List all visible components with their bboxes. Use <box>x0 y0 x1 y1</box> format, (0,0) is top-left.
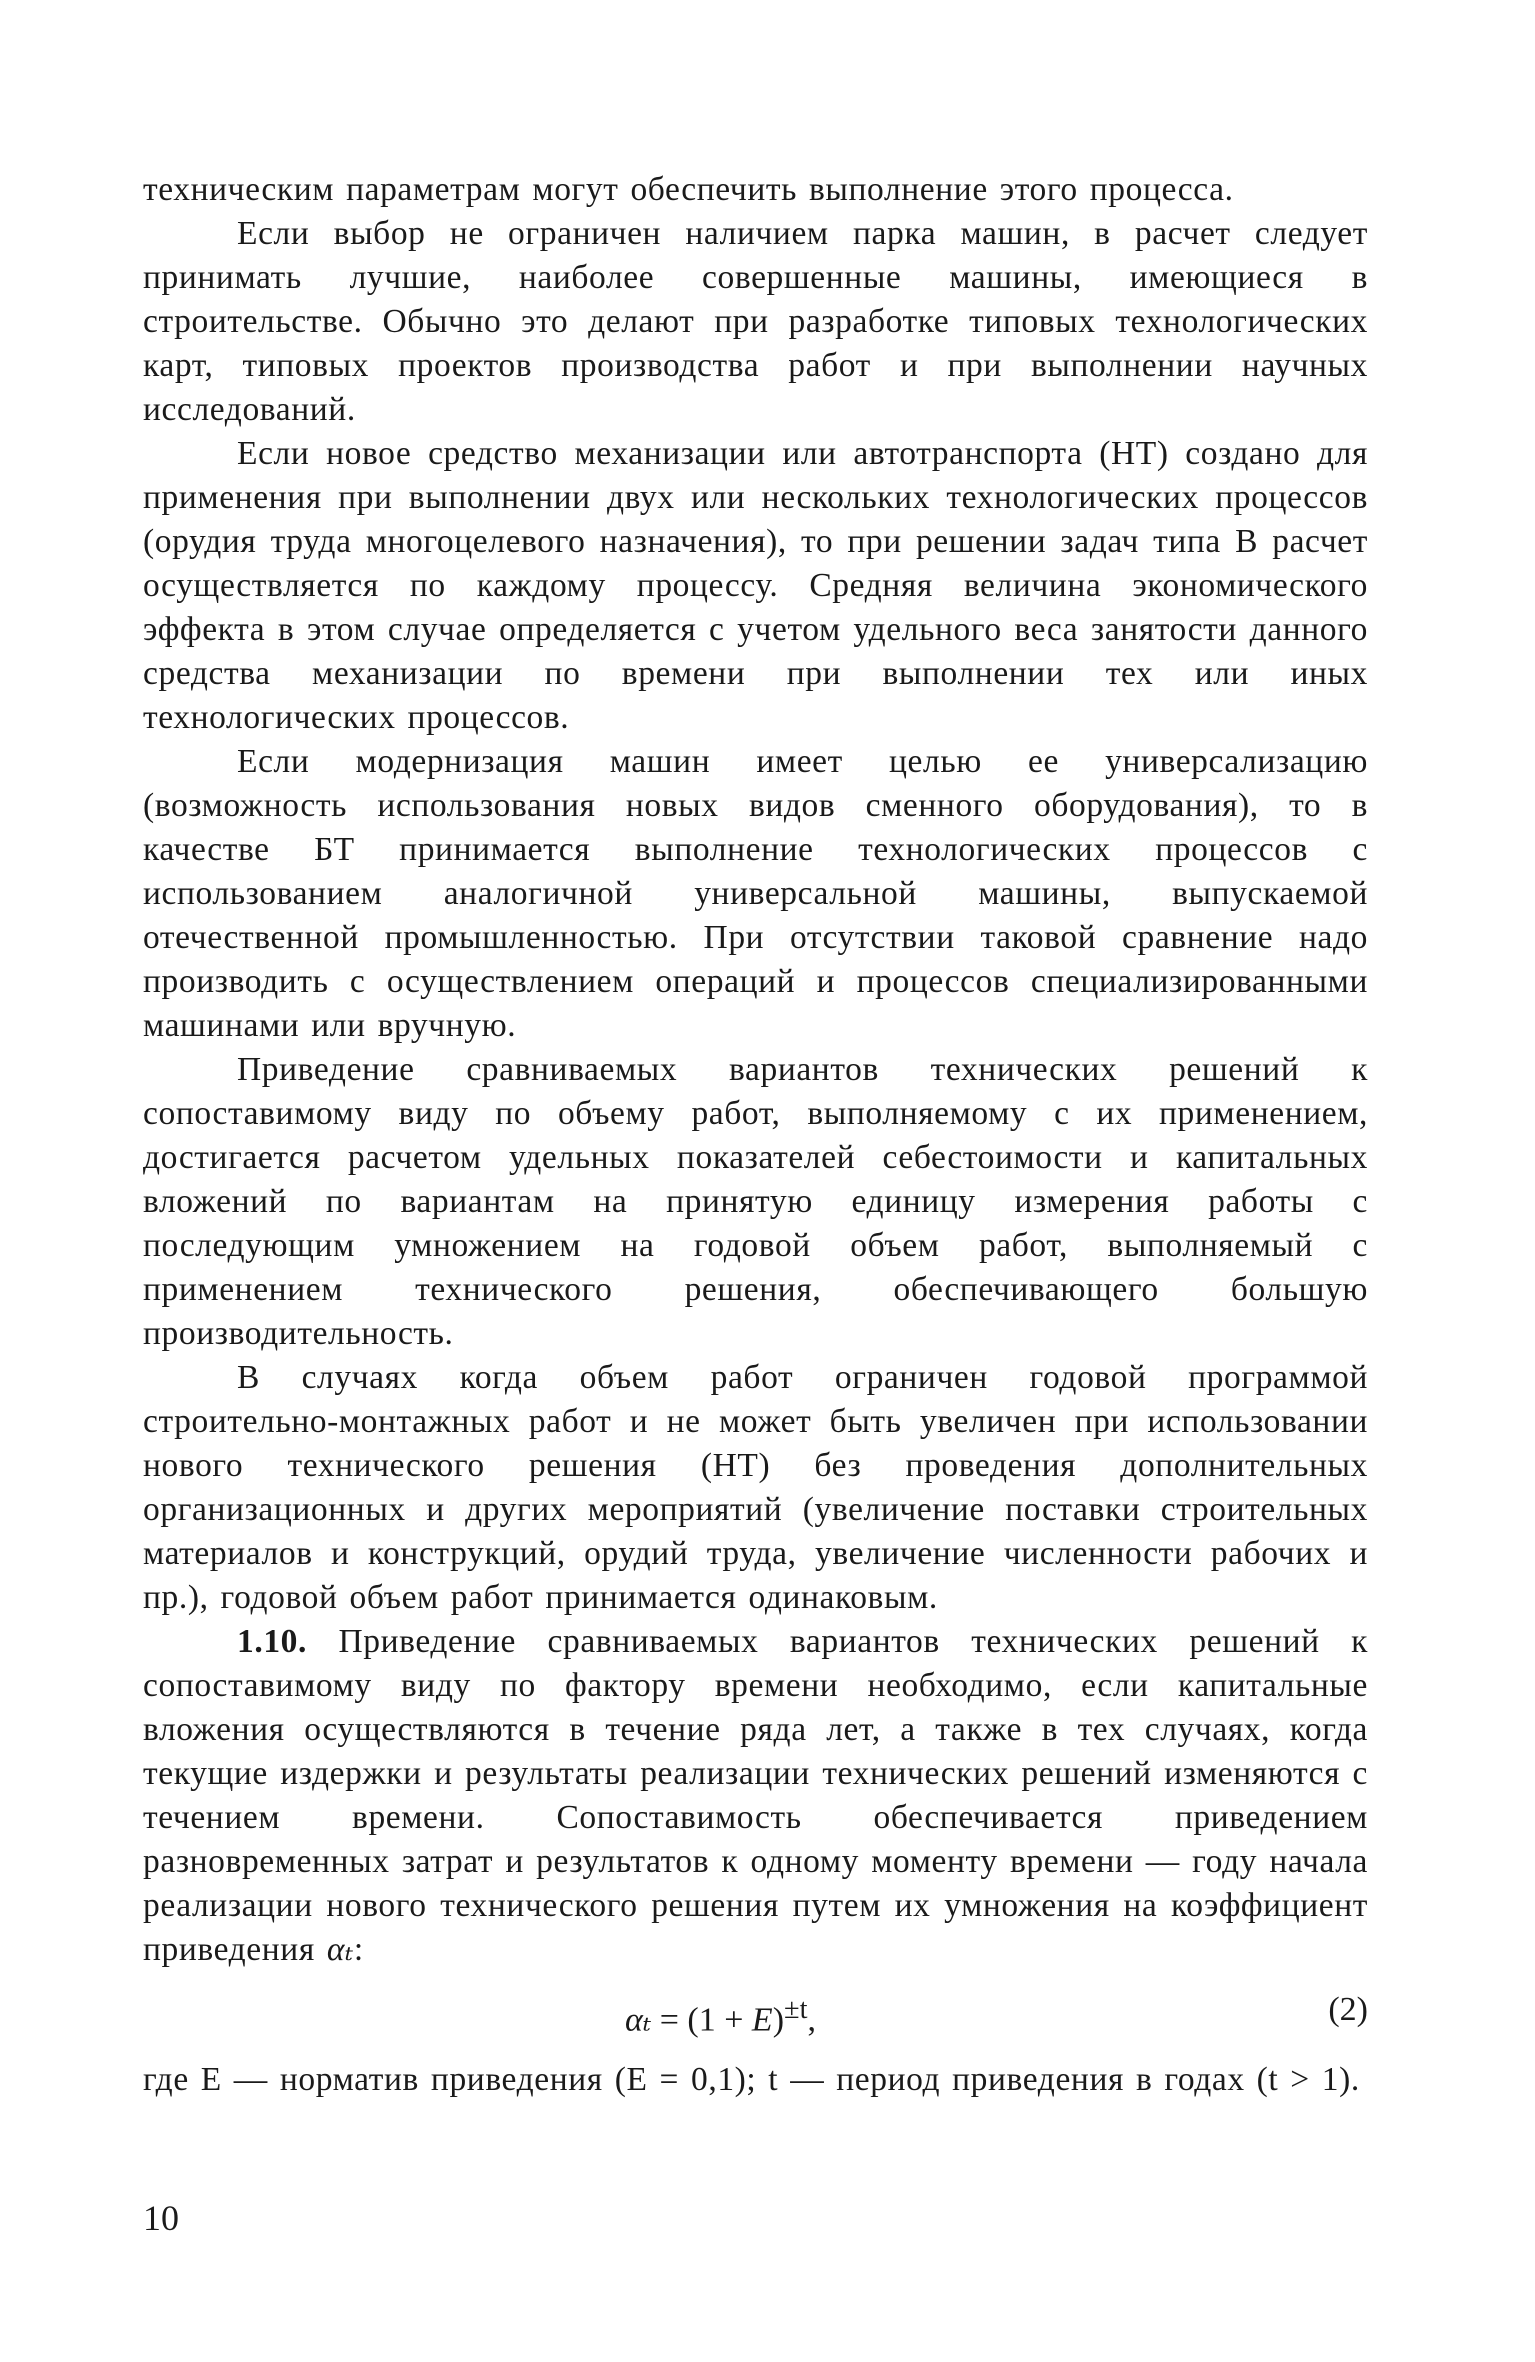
page-number: 10 <box>143 2198 179 2238</box>
paragraph-section-1-10 <box>143 1620 1368 1972</box>
section-colon: : <box>353 1931 364 1968</box>
formula-lhs: αₜ <box>625 2001 652 2039</box>
paragraph-3: Если новое средство механизации или автотранспорта (НТ) создано для применения при выполнении двух или нескольких технологических процессов (орудия труда многоцелевого назначения), то при решении задач типа В расчет осуществляется по каждому процессу. Средняя величина экономического эффекта в этом случае определяется с учетом удельного веса занятости данного средства механизации по времени при выполнении тех или иных технологических процессов. <box>143 435 1368 736</box>
definitions-paragraph: где E — норматив приведения (E = 0,1); t — период приведения в годах (t > 1). <box>143 2061 1360 2098</box>
section-text: Приведение сравниваемых вариантов технических решений к сопоставимому виду по фактору времени необходимо, если капитальные вложения осуществляются в течение ряда лет, а также в тех случаях, когда текущие издержки и результаты реализации технических решений изменяются с течением времени. Сопоставимость обеспечивается приведением разновременных затрат и результатов к одному моменту времени — году начала реализации нового технического решения путем их умножения на коэффициент приведения <box>143 1623 1368 1968</box>
paragraph-5: Приведение сравниваемых вариантов технических решений к сопоставимому виду по объему работ, выполняемому с их применением, достигается расчетом удельных показателей себестоимости и капитальных вложений по вариантам на принятую единицу измерения работы с последующим умножением на годовой объем работ, выполняемый с применением технического решения, обеспечивающего большую производительность. <box>143 1051 1368 1352</box>
formula <box>625 1988 816 2042</box>
formula-tail: , <box>807 2001 816 2039</box>
paragraph-2: Если выбор не ограничен наличием парка машин, в расчет следует принимать лучшие, наиболее совершенные машины, имеющиеся в строительстве. Обычно это делают при разработке типовых технологических карт, типовых проектов производства работ и при выполнении научных исследований. <box>143 215 1368 428</box>
formula-row <box>143 1988 1368 2048</box>
section-number: 1.10. <box>237 1623 307 1660</box>
paragraph-4: Если модернизация машин имеет целью ее универсализацию (возможность использования новых видов сменного оборудования), то в качестве БТ принимается выполнение технологических процессов с использованием аналогичной универсальной машины, выпускаемой отечественной промышленностью. При отсутствии таковой сравнение надо производить с осуществлением операций и процессов специализированными машинами или вручную. <box>143 743 1368 1044</box>
formula-eq: = (1 + <box>651 2001 752 2039</box>
formula-number: (2) <box>1328 1991 1368 2028</box>
page-body <box>143 168 1368 2102</box>
formula-exponent: ±t <box>784 1994 808 2025</box>
coefficient-symbol: αₜ <box>326 1931 354 1968</box>
paragraph-6: В случаях когда объем работ ограничен годовой программой строительно-монтажных работ и не может быть увеличен при использовании нового технического решения (НТ) без проведения дополнительных организационных и других мероприятий (увеличение поставки строительных материалов и конструкций, орудий труда, увеличение численности рабочих и пр.), годовой объем работ принимается одинаковым. <box>143 1359 1368 1616</box>
formula-var: E <box>751 2001 773 2039</box>
formula-rhs: ) <box>772 2001 785 2039</box>
paragraph-1: техническим параметрам могут обеспечить выполнение этого процесса. <box>143 171 1234 208</box>
